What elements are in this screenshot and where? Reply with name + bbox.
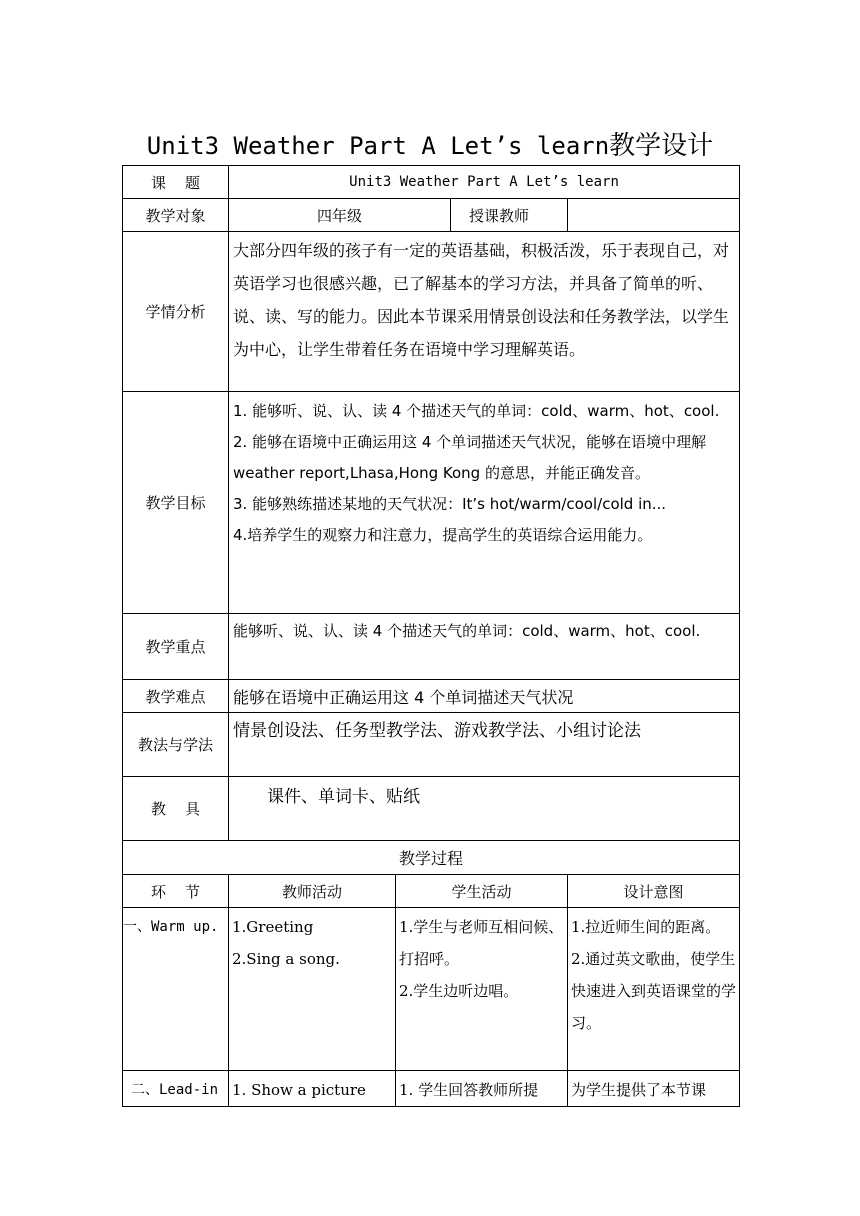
teacher-activity-item: 1.Greeting bbox=[232, 918, 314, 936]
tools-label: 教 具 bbox=[123, 777, 229, 841]
goals-label: 教学目标 bbox=[123, 392, 229, 614]
title-english: Unit3 Weather Part A Let’s learn bbox=[146, 132, 610, 160]
row-key-points bbox=[123, 614, 740, 680]
column-stage: 环 节 bbox=[123, 875, 229, 908]
audience-value: 四年级 bbox=[229, 199, 451, 232]
process-step-leadin bbox=[123, 1071, 740, 1107]
row-difficulties bbox=[123, 680, 740, 713]
goal-item: 1. 能够听、说、认、读 4 个描述天气的单词：cold、warm、hot、cool. bbox=[233, 402, 720, 420]
process-step-warmup bbox=[123, 908, 740, 1071]
row-tools bbox=[123, 777, 740, 841]
teacher-activity-item: 1. Show a picture bbox=[229, 1071, 396, 1107]
difficulties-label: 教学难点 bbox=[123, 680, 229, 713]
intent-cell bbox=[568, 908, 740, 1071]
methods-text: 情景创设法、任务型教学法、游戏教学法、小组讨论法 bbox=[229, 713, 740, 777]
teacher-label: 授课教师 bbox=[451, 199, 568, 232]
goals-list bbox=[229, 392, 740, 614]
student-activity-item: 2.学生边听边唱。 bbox=[399, 982, 519, 1000]
student-activity-cell bbox=[396, 908, 568, 1071]
key-points-text: 能够听、说、认、读 4 个描述天气的单词：cold、warm、hot、cool. bbox=[229, 614, 740, 680]
column-intent: 设计意图 bbox=[568, 875, 740, 908]
row-topic bbox=[123, 166, 740, 199]
teacher-value bbox=[568, 199, 740, 232]
analysis-text: 大部分四年级的孩子有一定的英语基础，积极活泼，乐于表现自己，对英语学习也很感兴趣，已了解基本的学习方法，并具备了简单的听、说、读、写的能力。因此本节课采用情景创设法和任务教学法，以学生为中心，让学生带着任务在语境中学习理解英语。 bbox=[229, 232, 740, 392]
goal-item: 2. 能够在语境中正确运用这 4 个单词描述天气状况，能够在语境中理解 weather report,Lhasa,Hong Kong 的意思，并能正确发音。 bbox=[233, 433, 707, 482]
row-goals bbox=[123, 392, 740, 614]
title-chinese: 教学设计 bbox=[609, 131, 714, 161]
methods-label: 教法与学法 bbox=[123, 713, 229, 777]
stage-cell: 一、Warm up. bbox=[123, 908, 229, 1071]
teacher-activity-item: 2.Sing a song. bbox=[232, 950, 340, 968]
stage-cell: 二、Lead-in bbox=[123, 1071, 229, 1107]
topic-value: Unit3 Weather Part A Let’s learn bbox=[229, 166, 740, 199]
column-student: 学生活动 bbox=[396, 875, 568, 908]
column-teacher: 教师活动 bbox=[229, 875, 396, 908]
key-points-label: 教学重点 bbox=[123, 614, 229, 680]
row-audience bbox=[123, 199, 740, 232]
row-process-header bbox=[123, 841, 740, 875]
process-header: 教学过程 bbox=[123, 841, 740, 875]
goal-item: 4.培养学生的观察力和注意力，提高学生的英语综合运用能力。 bbox=[233, 526, 653, 544]
intent-item: 为学生提供了本节课 bbox=[568, 1071, 740, 1107]
topic-label: 课 题 bbox=[123, 166, 229, 199]
difficulties-text: 能够在语境中正确运用这 4 个单词描述天气状况 bbox=[229, 680, 740, 713]
tools-text: 课件、单词卡、贴纸 bbox=[229, 777, 740, 841]
analysis-label: 学情分析 bbox=[123, 232, 229, 392]
intent-item: 1.拉近师生间的距离。 bbox=[571, 918, 721, 936]
teacher-activity-cell bbox=[229, 908, 396, 1071]
lesson-plan-table bbox=[122, 165, 740, 1107]
row-process-columns bbox=[123, 875, 740, 908]
student-activity-item: 1. 学生回答教师所提 bbox=[396, 1071, 568, 1107]
document-title bbox=[120, 126, 740, 166]
intent-item: 2.通过英文歌曲，使学生快速进入到英语课堂的学习。 bbox=[571, 950, 737, 1032]
student-activity-item: 1.学生与老师互相问候、打招呼。 bbox=[399, 918, 564, 968]
row-analysis bbox=[123, 232, 740, 392]
row-methods bbox=[123, 713, 740, 777]
goal-item: 3. 能够熟练描述某地的天气状况：It’s hot/warm/cool/cold in... bbox=[233, 495, 667, 513]
audience-label: 教学对象 bbox=[123, 199, 229, 232]
